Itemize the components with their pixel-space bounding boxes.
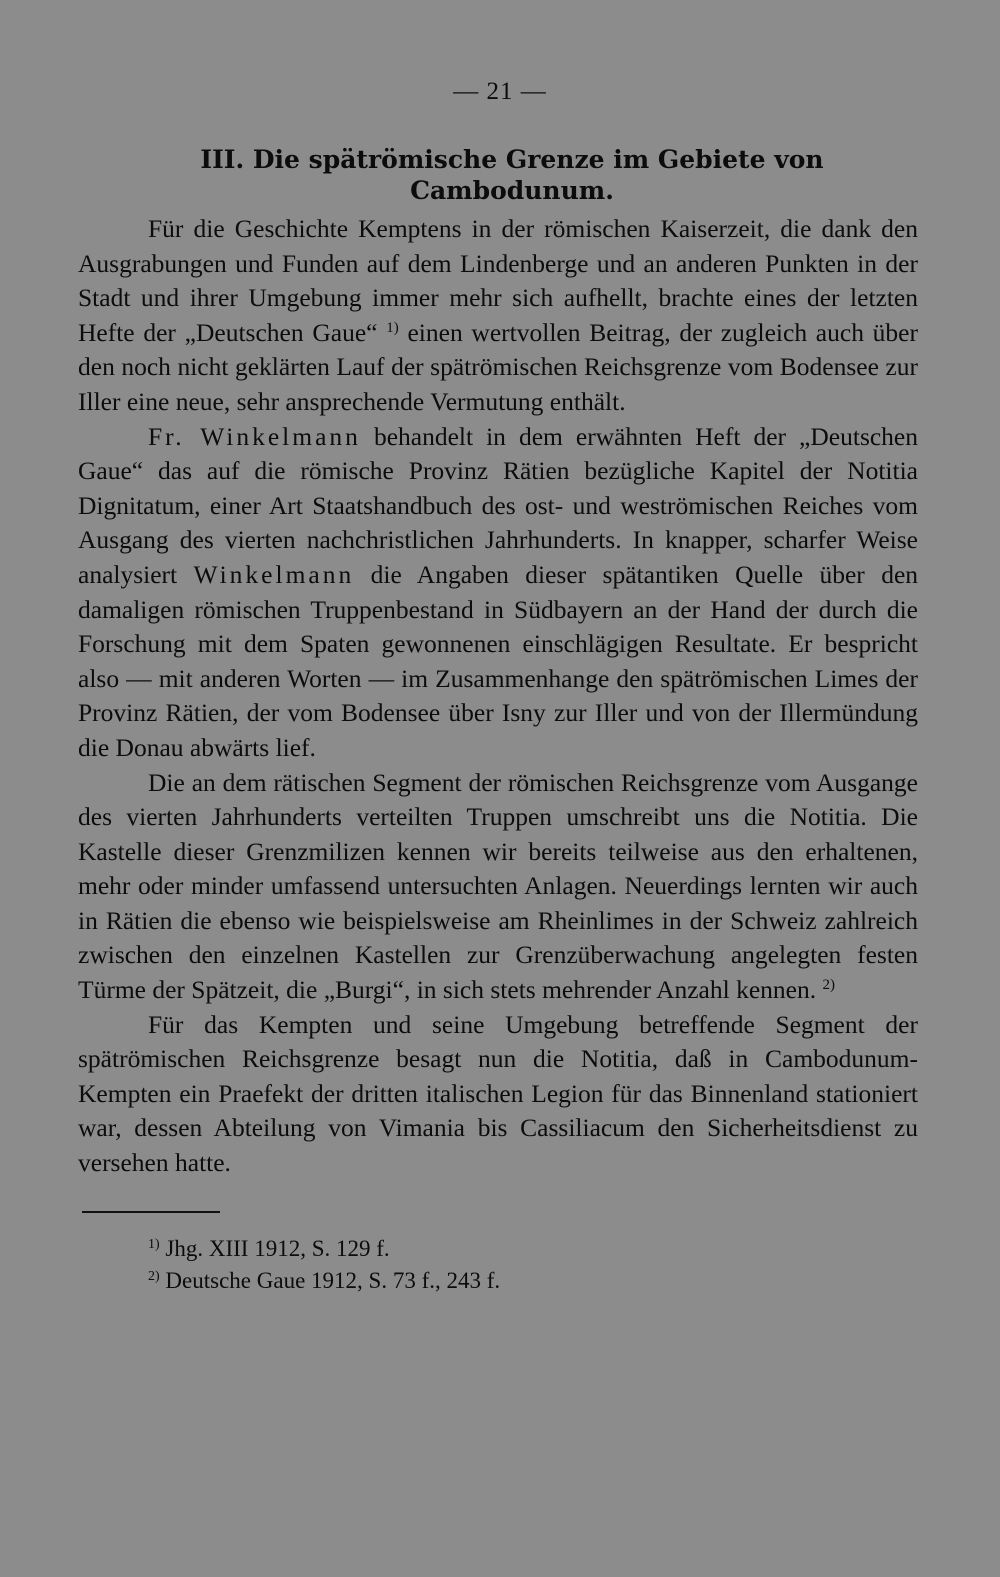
footnote-2-text: Deutsche Gaue 1912, S. 73 f., 243 f.	[159, 1267, 501, 1293]
paragraph-2-text-b: die Angaben dieser spätantiken Quelle über den damaligen römischen Truppenbestand in Südbayern an der Hand der durch die Forschung mit dem Spaten gewonnenen einschlägigen Resultate. Er bespricht also — mit anderen Worten — im Zusammenhange den spätrömischen Limes der Provinz Rätien, der vom Bodensee über Isny zur Iller und von der Illermündung die Donau abwärts lief.	[78, 559, 919, 762]
paragraph-3-text: Die an dem rätischen Segment der römischen Reichsgrenze vom Ausgange des vierten Jahrhunderts verteilten Truppen umschreibt uns die Notitia. Die Kastelle dieser Grenzmilizen kennen wir bereits teilweise aus den erhaltenen, mehr oder minder umfassend untersuchten Anlagen. Neuerdings lernten wir auch in Rätien die ebenso wie beispielsweise am Rheinlimes in der Schweiz zahlreich zwischen den einzelnen Kastellen zur Grenzüberwachung angelegten festen Türme der Spätzeit, die „Burgi“, in sich stets mehrender Anzahl kennen.	[78, 767, 918, 1005]
footnote-ref-1: 1)	[386, 319, 399, 336]
section-heading-line-1: III. Die spätrömische Grenze im Gebiete von	[200, 145, 824, 174]
author-name-1: Fr. Winkelmann	[148, 421, 361, 451]
paragraph-1	[78, 212, 918, 420]
paragraph-2	[78, 420, 918, 766]
author-name-2: Winkelmann	[193, 559, 355, 589]
footnote-1-marker: 1)	[148, 1236, 160, 1252]
paragraph-3	[78, 766, 918, 1008]
section-heading-line-2: Cambodunum.	[410, 176, 614, 205]
page-number: — 21 —	[453, 78, 547, 105]
document-page	[78, 72, 918, 1297]
paragraph-1-text-a: Für die Geschichte Kemptens in der römischen Kaiserzeit, die dank den Ausgrabungen und Funden auf dem Lindenberge und an anderen Punkten in der Stadt und ihrer Umgebung immer mehr sich aufhellt, brachte eines der letzten Hefte der „Deutschen Gaue“	[78, 214, 918, 347]
footnote-1-text: Jhg. XIII 1912, S. 129 f.	[159, 1235, 390, 1261]
footnote-1	[148, 1233, 918, 1265]
footnote-2	[148, 1265, 918, 1297]
paragraph-1-text-b: einen wertvollen Beitrag, der zugleich auch über den noch nicht geklärten Lauf der spätrömischen Reichsgrenze vom Bodensee zur Iller eine neue, sehr ansprechende Vermutung enthält.	[78, 317, 918, 416]
section-heading	[78, 144, 918, 206]
footnote-ref-2: 2)	[822, 977, 835, 994]
paragraph-2-text-a: behandelt in dem erwähnten Heft der „Deutschen Gaue“ das auf die römische Provinz Rätien bezügliche Kapitel der Notitia Dignitatum, einer Art Staatshandbuch des ost- und weströmischen Reiches vom Ausgang des vierten nachchristlichen Jahrhunderts. In knapper, scharfer Weise analysiert	[78, 421, 918, 589]
footnotes	[78, 1233, 918, 1297]
footnote-2-marker: 2)	[148, 1268, 160, 1284]
paragraph-4: Für das Kempten und seine Umgebung betreffende Segment der spätrömischen Reichsgrenze besagt nun die Notitia, daß in Cambodunum-Kempten ein Praefekt der dritten italischen Legion für das Binnenland stationiert war, dessen Abteilung von Vimania bis Cassiliacum den Sicherheitsdienst zu versehen hatte.	[78, 1009, 918, 1178]
footnote-divider	[82, 1211, 220, 1213]
